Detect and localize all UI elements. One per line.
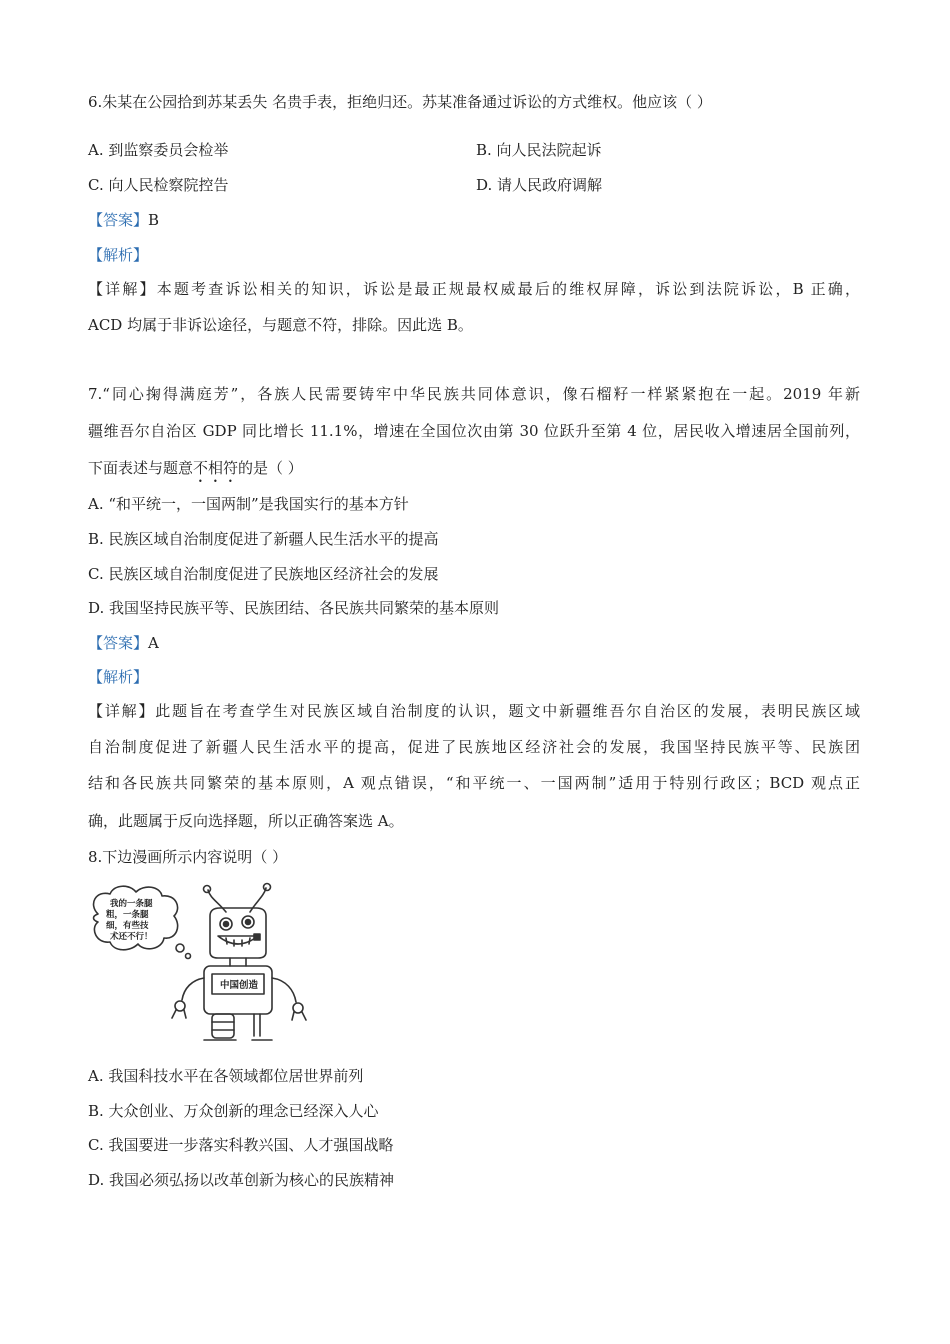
q6-stem: 6.朱某在公园拾到苏某丢失 名贵手表，拒绝归还。苏某准备通过诉讼的方式维权。他应该（ ） (88, 93, 712, 111)
q7-stem-line-2: 疆维吾尔自治区 GDP 同比增长 11.1%，增速在全国位次由第 30 位跃升至第 4 位，居民收入增速居全国前列， (88, 422, 860, 440)
q7-stem-line-1: 7.“同心掬得满庭芳”，各族人民需要铸牢中华民族共同体意识，像石榴籽一样紧紧抱在一起。2019 年新 (88, 385, 860, 403)
q7-detail-line-4: 确，此题属于反向选择题，所以正确答案选 A。 (88, 812, 404, 830)
bubble-line-3: 细，有些技 (106, 921, 149, 931)
answer-tag: 【答案】 (88, 211, 149, 229)
q7-option-c: C. 民族区域自治制度促进了民族地区经济社会的发展 (88, 565, 439, 583)
q7-option-a: A. “和平统一，一国两制”是我国实行的基本方针 (88, 495, 409, 513)
robot-thick-leg (212, 1014, 234, 1038)
answer-value: B (148, 211, 160, 229)
q6-option-b: B. 向人民法院起诉 (476, 141, 602, 159)
bubble-line-2: 粗，一条腿 (106, 910, 149, 920)
bubble-line-4: 术还不行！ (110, 932, 153, 942)
q7-detail-line-2: 自治制度促进了新疆人民生活水平的提高，促进了民族地区经济社会的发展，我国坚持民族平等、民族团 (88, 738, 860, 756)
q8-option-d: D. 我国必须弘扬以改革创新为核心的民族精神 (88, 1171, 395, 1189)
q6-analysis-tag: 【解析】 (88, 246, 149, 264)
detail-tag: 【详解】 (88, 280, 157, 298)
q6-detail-line-2: ACD 均属于非诉讼途径，与题意不符，排除。因此选 B。 (88, 316, 473, 334)
q6-option-a: A. 到监察委员会检举 (88, 141, 229, 159)
q7-analysis-tag: 【解析】 (88, 668, 149, 686)
q7-option-b: B. 民族区域自治制度促进了新疆人民生活水平的提高 (88, 530, 439, 548)
robot-thin-leg (254, 1014, 260, 1036)
q8-option-a: A. 我国科技水平在各领域都位居世界前列 (88, 1067, 364, 1085)
q6-option-c: C. 向人民检察院控告 (88, 176, 229, 194)
q8-option-b: B. 大众创业、万众创新的理念已经深入人心 (88, 1102, 379, 1120)
detail-text: 此题旨在考查学生对民族区域自治制度的认识，题文中新疆维吾尔自治区的发展，表明民族区域 (155, 702, 860, 720)
q7-stem-line-3 (88, 457, 303, 486)
bubble-line-1: 我的一条腿 (110, 899, 153, 909)
q8-option-c: C. 我国要进一步落实科教兴国、人才强国战略 (88, 1136, 394, 1154)
robot-head (210, 908, 266, 958)
q6-answer (88, 209, 159, 231)
q6-option-d: D. 请人民政府调解 (476, 176, 603, 194)
answer-value: A (148, 634, 159, 652)
q8-stem: 8.下边漫画所示内容说明（ ） (88, 848, 288, 866)
stem-prefix: 下面表述与题意 (88, 459, 194, 477)
robot-cartoon (86, 882, 326, 1042)
q7-detail-line-1 (88, 700, 860, 722)
answer-tag: 【答案】 (88, 634, 149, 652)
detail-text: 本题考查诉讼相关的知识，诉讼是最正规最权威最后的维权屏障，诉讼到法院诉讼，B 正确， (156, 280, 860, 298)
q7-option-d: D. 我国坚持民族平等、民族团结、各民族共同繁荣的基本原则 (88, 599, 500, 617)
q7-detail-line-3: 结和各民族共同繁荣的基本原则，A 观点错误，“和平统一、一国两制”适用于特别行政区；BCD 观点正 (88, 774, 860, 792)
q6-detail-line-1 (88, 278, 860, 300)
robot-board-text: 中国创造 (220, 980, 259, 991)
stem-suffix: 的是（ ） (238, 459, 303, 477)
detail-tag: 【详解】 (88, 702, 156, 720)
stem-emphasis: 不相符 (193, 459, 239, 477)
q7-answer (88, 632, 159, 654)
